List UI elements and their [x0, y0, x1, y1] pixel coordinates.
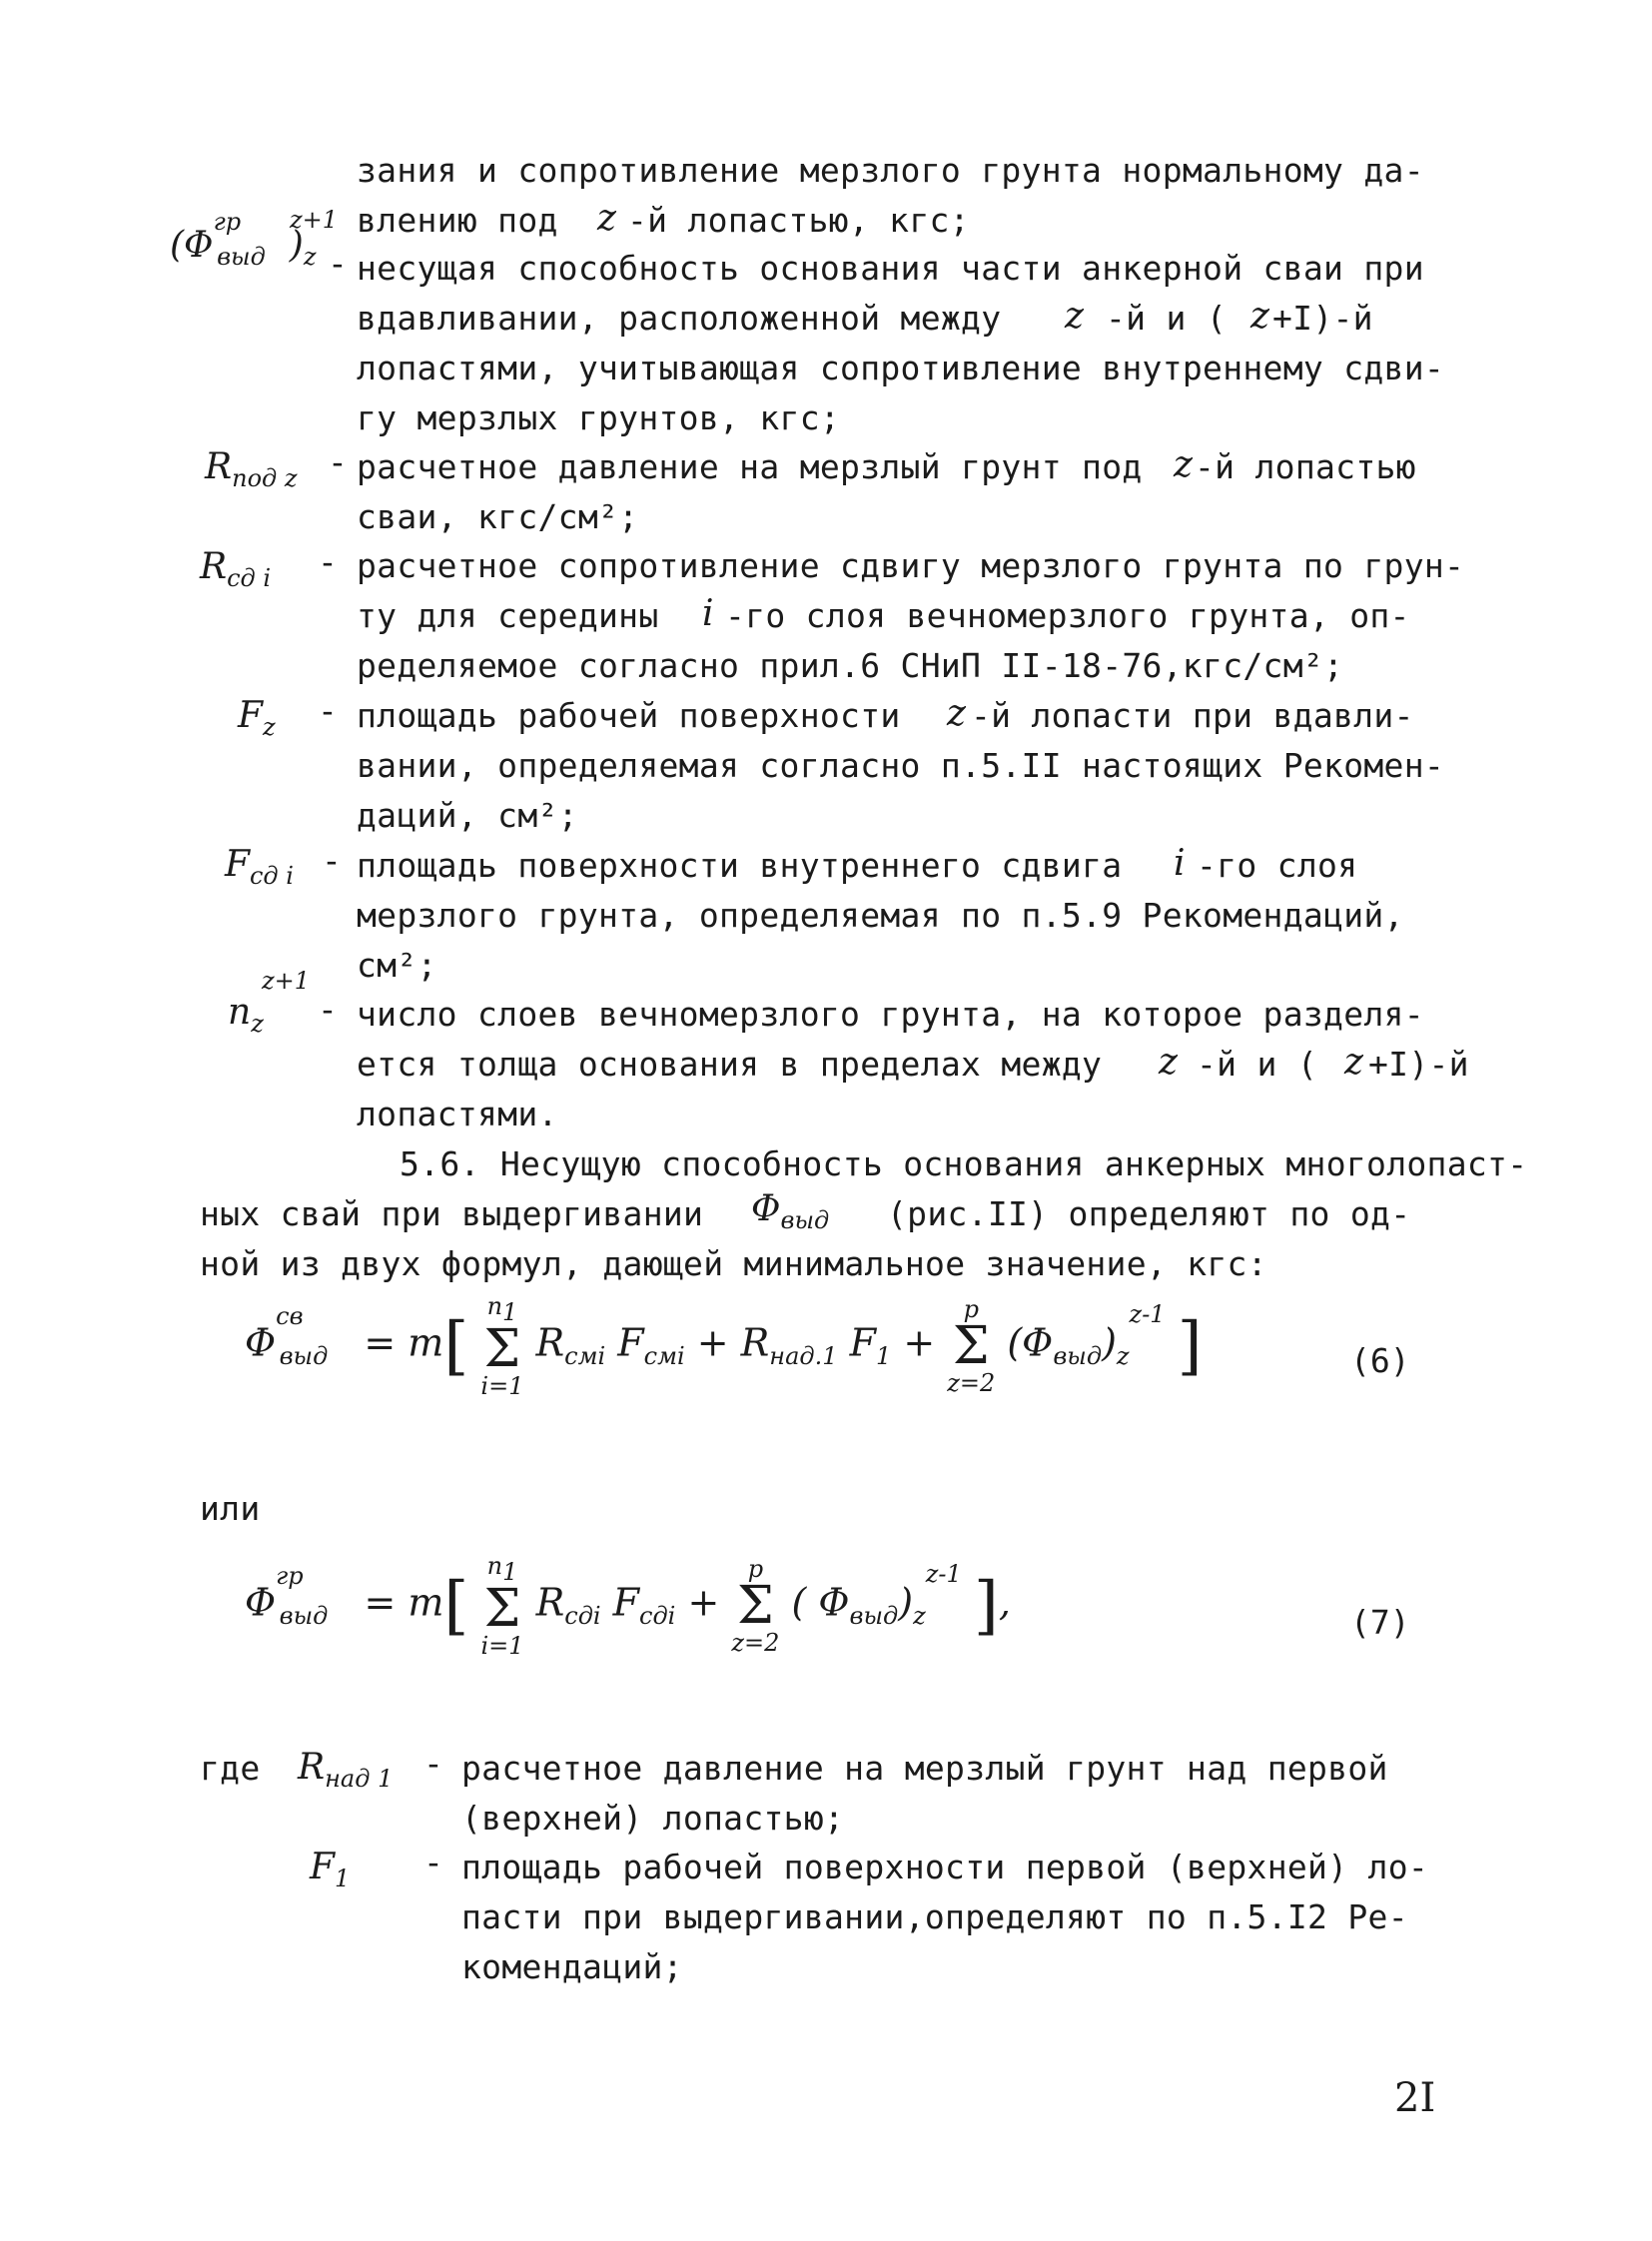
symbol-f-sd-i: $F_{сд i}$	[225, 844, 294, 891]
text-line: мерзлого грунта, определяемая по п.5.9 Рекомендаций,	[357, 896, 1404, 935]
symbol-r-nad-1: $R_{над 1}$	[298, 1747, 394, 1794]
text-line: -й лопастью	[1195, 447, 1416, 486]
text-line: число слоев вечномерзлого грунта, на которое разделя-	[357, 995, 1424, 1034]
dash: -	[318, 990, 338, 1029]
symbol-z: z	[1065, 296, 1084, 337]
text-line: 5.6. Несущую способность основания анкерных многолопаст-	[400, 1144, 1528, 1183]
text-line: -й лопастью, кгс;	[627, 201, 970, 240]
equation-number: (6)	[1350, 1341, 1410, 1380]
text-line: +I)-й	[1272, 299, 1373, 338]
symbol-r-pod-z: $R_{под z}$	[205, 446, 298, 493]
text-line: (рис.II) определяют по од-	[887, 1194, 1411, 1233]
symbol-z: z	[1344, 1042, 1363, 1083]
text-line: расчетное давление на мерзлый грунт под	[357, 447, 1143, 486]
text-line: площадь рабочей поверхности первой (верхней) ло-	[461, 1848, 1429, 1886]
symbol-f-z: $F_z$	[238, 695, 276, 742]
symbol-z: z	[597, 198, 616, 239]
symbol-phi-gr-vyd-z: ($\Phi^{гр}_{выд}$ )$_z$	[170, 208, 317, 272]
text-line: ется толща основания в пределах между	[357, 1045, 1103, 1084]
text-line: расчетное давление на мерзлый грунт над первой	[461, 1749, 1388, 1788]
text-line: -й лопасти при вдавли-	[971, 696, 1414, 735]
text-line: +I)-й	[1368, 1045, 1469, 1084]
symbol-superscript: z+1	[262, 967, 311, 995]
symbol-n-z: $n_z$	[228, 992, 264, 1039]
dash: -	[318, 542, 338, 581]
symbol-z: z	[947, 693, 966, 734]
text-line: даций, см²;	[357, 796, 578, 835]
symbol-r-sd-i: $R_{сд i}$	[200, 546, 272, 593]
text-line: площадь рабочей поверхности	[357, 696, 901, 735]
text-line: вдавливании, расположенной между	[357, 299, 1002, 338]
text-line: где	[200, 1749, 261, 1788]
text-line: вании, определяемая согласно п.5.II настоящих Рекомен-	[357, 746, 1445, 785]
text-line: гу мерзлых грунтов, кгс;	[357, 398, 841, 437]
dash: -	[328, 244, 348, 283]
page-number: 2I	[1394, 2075, 1436, 2121]
text-line: сваи, кгс/см²;	[357, 497, 639, 536]
symbol-phi-vyd: $\Phi_{выд}$	[751, 1188, 830, 1235]
equation-number: (7)	[1350, 1603, 1410, 1642]
dash: -	[322, 841, 342, 880]
text-line: -й и (	[1106, 299, 1228, 338]
symbol-z: z	[1250, 296, 1269, 337]
text-line: комендаций;	[461, 1947, 683, 1986]
text-line: лопастями, учитывающая сопротивление внутреннему сдви-	[357, 349, 1445, 387]
symbol-superscript: z+1	[290, 206, 339, 234]
text-line: -й и (	[1197, 1045, 1318, 1084]
text-line: площадь поверхности внутреннего сдвига	[357, 846, 1123, 885]
text-line: ту для середины	[357, 596, 659, 635]
dash: -	[328, 442, 348, 481]
dash: -	[423, 1843, 443, 1881]
text-line: ной из двух формул, дающей минимальное значение, кгс:	[200, 1244, 1267, 1283]
text-line: -го слоя вечномерзлого грунта, оп-	[725, 596, 1410, 635]
text-line: несущая способность основания части анкерной сваи при	[357, 249, 1424, 288]
text-line: (верхней) лопастью;	[461, 1799, 845, 1838]
symbol-z: z	[1159, 1042, 1178, 1083]
text-line: см²;	[357, 946, 437, 985]
text-line: пасти при выдергивании,определяют по п.5.I2 Ре-	[461, 1897, 1408, 1936]
text-line: лопастями.	[357, 1095, 558, 1133]
dash: -	[318, 691, 338, 730]
text-line: ных свай при выдергивании	[200, 1194, 704, 1233]
symbol-z: z	[1174, 444, 1193, 485]
symbol-i: i	[1174, 843, 1186, 884]
text-line: или	[200, 1489, 261, 1528]
text-line: -го слоя	[1197, 846, 1358, 885]
symbol-f-1: $F_1$	[310, 1847, 351, 1893]
text-line: влению под	[357, 201, 558, 240]
text-line: зания и сопротивление мерзлого грунта нормальному да-	[357, 151, 1424, 190]
equation-6: $\Phi^{св}_{выд} = m$[ $n_1$ Σ i=1 $R_{смi}$ $F_{смi} + R_{над.1}$ $F_1 + p$ Σ z=2 $(\Phi_{выд})_z^{z-1}$ ]	[245, 1292, 1203, 1400]
equation-7: $\Phi^{гр}_{выд} = m$[ $n_1$ Σ i=1 $R_{сдi}$ $F_{сдi} + p$ Σ z=2 ( $\Phi_{выд})_z^{z-1}$ ],	[245, 1552, 1011, 1660]
symbol-i: i	[702, 593, 714, 634]
dash: -	[423, 1744, 443, 1783]
text-line: расчетное сопротивление сдвигу мерзлого грунта по грун-	[357, 546, 1465, 585]
text-line: ределяемое согласно прил.6 СНиП II-18-76,кгс/см²;	[357, 646, 1344, 685]
